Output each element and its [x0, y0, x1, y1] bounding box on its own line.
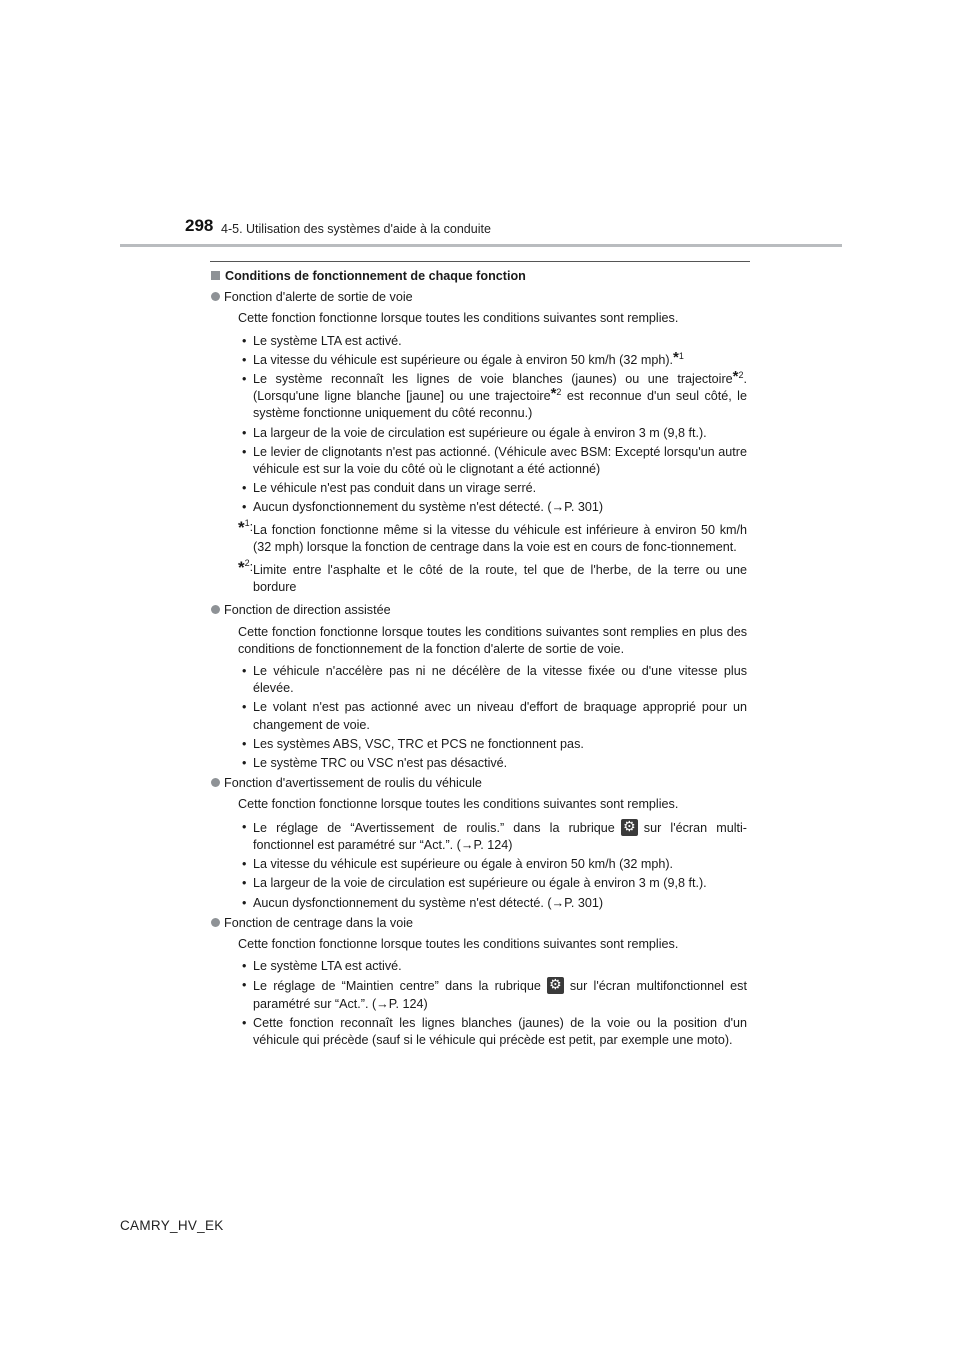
footnote-text: La fonction fonctionne même si la vitesse du véhicule est inférieure à environ 50 km/h (32 mph) lorsque la fonction de centrage dans la voie est en cours de fonc-tionnement. [253, 522, 747, 554]
lane-centering-conditions [211, 958, 747, 1049]
section-divider [210, 261, 750, 262]
bullet-icon: • [242, 978, 247, 993]
footnote-1 [211, 517, 747, 556]
sway-warning-conditions [211, 819, 747, 912]
circle-bullet-icon [211, 292, 220, 301]
bullet-icon: • [242, 1015, 247, 1030]
list-item: • La largeur de la voie de circulation est supérieure ou égale à environ 3 m (9,8 ft.). [211, 875, 747, 892]
steering-assist-desc: Cette fonction fonctionne lorsque toutes les conditions suivantes sont remplies en plus des conditions de fonctionnement de la fonction d'alerte de sortie de voie. [238, 624, 747, 656]
header-divider [120, 244, 842, 247]
steering-assist-heading [211, 602, 747, 619]
sway-warning-title: Fonction d'avertissement de roulis du véhicule [224, 776, 482, 791]
asterisk-mark: * [550, 385, 557, 403]
bullet-icon: • [242, 756, 247, 771]
list-item: • Le véhicule n'est pas conduit dans un virage serré. [211, 480, 747, 497]
bullet-icon: • [242, 500, 247, 515]
bullet-icon: • [242, 736, 247, 751]
circle-bullet-icon [211, 918, 220, 927]
bullet-icon: • [242, 857, 247, 872]
list-item: • Cette fonction reconnaît les lignes blanches (jaunes) de la voie ou la position d'un véhicule qui précède (sauf si le véhicule qui précède est petit, par exemple une moto). [242, 1015, 747, 1047]
list-item: • Le système TRC ou VSC n'est pas désactivé. [211, 755, 747, 772]
list-item: • Aucun dysfonctionnement du système n'est détecté. (→P. 301) [211, 895, 747, 912]
bullet-icon: • [242, 819, 247, 834]
bullet-icon: • [242, 333, 247, 348]
footnote-ref: 2 [556, 387, 562, 398]
list-item: • Le levier de clignotants n'est pas actionné. (Véhicule avec BSM: Excepté lorsqu'un autre véhicule est sur la voie du côté où le clignotant a été actionné) [242, 444, 747, 477]
list-item: • Le système LTA est activé. [211, 958, 747, 975]
bullet-icon: • [242, 664, 247, 679]
list-item: • La largeur de la voie de circulation est supérieure ou égale à environ 3 m (9,8 ft.). [211, 425, 747, 442]
page-content [211, 268, 747, 1052]
square-bullet-icon [211, 271, 220, 280]
chapter-title: 4-5. Utilisation des systèmes d'aide à la conduite [221, 222, 491, 236]
bullet-icon: • [242, 481, 247, 496]
footnote-ref: 2 [738, 370, 744, 381]
bullet-icon: • [242, 372, 247, 387]
steering-assist-title: Fonction de direction assistée [224, 603, 391, 618]
lane-centering-heading [211, 915, 747, 932]
bullet-icon: • [242, 895, 247, 910]
circle-bullet-icon [211, 778, 220, 787]
list-item: • La vitesse du véhicule est supérieure ou égale à environ 50 km/h (32 mph). [211, 856, 747, 873]
section-heading [211, 268, 747, 285]
sway-warning-heading [211, 775, 747, 792]
list-item: • Le réglage de “Maintien centre” dans la rubrique⚙ sur l'écran multifonctionnel est paramétré sur “Act.”. (→P. 124) [211, 977, 747, 1012]
bullet-icon: • [242, 700, 247, 715]
document-code: CAMRY_HV_EK [120, 1218, 224, 1233]
bullet-icon: • [242, 352, 247, 367]
lane-departure-desc: Cette fonction fonctionne lorsque toutes les conditions suivantes sont remplies. [238, 311, 679, 326]
footnote-marker: *$^1$: [238, 517, 254, 537]
footnote-text: Limite entre l'asphalte et le côté de la route, tel que de l'herbe, de la terre ou une bordure [253, 563, 747, 595]
steering-assist-conditions [211, 663, 747, 772]
asterisk-mark: * [732, 368, 739, 386]
list-item: • Le système reconnaît les lignes de voie blanches (jaunes) ou une trajectoire*$^2$. (Lorsqu'une ligne blanche [jaune] ou une trajectoire*$^2$ est reconnue d'un seul côté, le système fonctionne uniquement du côté reconnu.) [242, 368, 747, 421]
lane-departure-heading [211, 289, 747, 306]
bullet-icon: • [242, 444, 247, 459]
section-heading-text: Conditions de fonctionnement de chaque fonction [225, 269, 526, 283]
page-number: 298 [185, 216, 214, 235]
lane-centering-desc: Cette fonction fonctionne lorsque toutes les conditions suivantes sont remplies. [238, 936, 679, 951]
footnote-2 [211, 558, 747, 596]
lane-departure-title: Fonction d'alerte de sortie de voie [224, 290, 413, 305]
list-item: • Les systèmes ABS, VSC, TRC et PCS ne fonctionnent pas. [211, 736, 747, 753]
lane-departure-conditions [211, 333, 747, 517]
lane-centering-title: Fonction de centrage dans la voie [224, 915, 414, 930]
list-item: • Le réglage de “Avertissement de roulis.” dans la rubrique⚙ sur l'écran multi-fonctionnel est paramétré sur “Act.”. (→P. 124) [211, 819, 747, 854]
gear-icon [621, 819, 638, 836]
sway-warning-desc: Cette fonction fonctionne lorsque toutes les conditions suivantes sont remplies. [238, 797, 679, 812]
circle-bullet-icon [211, 605, 220, 614]
list-item: • Le système LTA est activé. [211, 333, 747, 350]
list-item: • Aucun dysfonctionnement du système n'est détecté. (→P. 301) [211, 499, 747, 516]
bullet-icon: • [242, 876, 247, 891]
gear-icon [547, 977, 564, 994]
footnote-marker: *$^2$: [238, 558, 254, 578]
asterisk-mark: * [673, 348, 679, 366]
bullet-icon: • [242, 959, 247, 974]
list-item: • La vitesse du véhicule est supérieure ou égale à environ 50 km/h (32 mph).*$^1$ [211, 352, 747, 369]
list-item: • Le volant n'est pas actionné avec un niveau d'effort de braquage approprié pour un changement de voie. [242, 700, 747, 732]
footnote-ref: 1 [678, 350, 684, 361]
list-item: • Le véhicule n'accélère pas ni ne décélère de la vitesse fixée ou d'une vitesse plus élevée. [242, 664, 747, 696]
bullet-icon: • [242, 425, 247, 440]
